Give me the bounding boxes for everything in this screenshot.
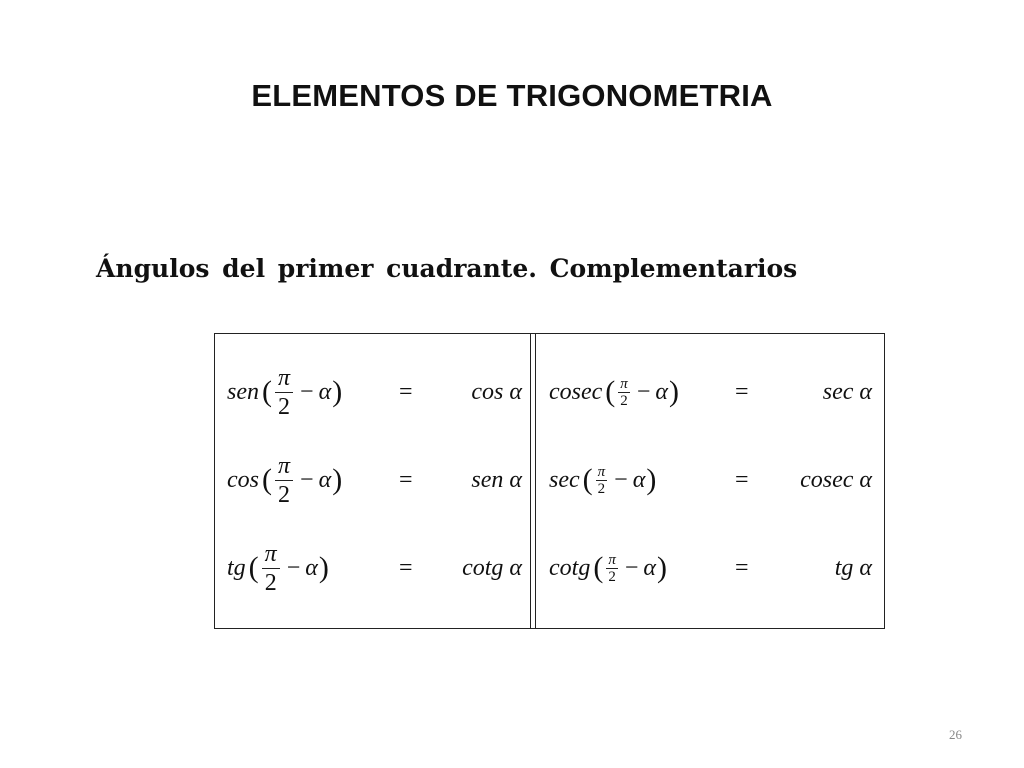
minus-sign: − [624,554,639,581]
equals-sign: = [735,378,749,405]
formula-row [215,440,884,520]
paren-close: ) [332,463,343,496]
formula-lhs [549,528,668,608]
formula-rhs: cos α [471,378,522,405]
paren-close: ) [668,375,679,408]
alpha-symbol: α [632,466,646,493]
equals-sign: = [399,466,413,493]
function-name: sen [227,378,259,405]
fraction-pi-over-2 [606,552,618,585]
formula-lhs [549,440,657,520]
paren-open: ( [582,463,593,496]
alpha-symbol: α [318,378,332,405]
fraction-numerator: π [262,540,280,569]
alpha-symbol: α [643,554,656,581]
section-heading: Ángulos del primer cuadrante. Complementarios [96,254,798,283]
formula-rhs: tg α [834,554,872,581]
page-number: 26 [949,727,962,742]
equals-sign: = [399,378,413,405]
minus-sign: − [300,466,314,493]
function-name: sec [549,466,580,493]
alpha-symbol: α [305,554,318,581]
paren-open: ( [248,551,259,584]
paren-open: ( [593,551,604,584]
slide-title: ELEMENTOS DE TRIGONOMETRIA [251,78,773,113]
fraction-pi-over-2 [262,540,280,597]
function-name: tg [227,554,246,581]
paren-open: ( [262,463,272,496]
minus-sign: − [614,466,628,493]
fraction-numerator: π [275,364,293,393]
formula-rhs: sen α [471,466,522,493]
formula-lhs [227,440,343,520]
fraction-denominator: 2 [264,569,277,596]
fraction-pi-over-2 [275,452,293,509]
formula-lhs [549,352,680,432]
fraction-denominator: 2 [278,393,291,420]
equals-sign: = [735,554,749,581]
paren-close: ) [646,463,657,496]
function-name: cos [227,466,259,493]
paren-close: ) [318,551,329,584]
fraction-numerator: π [608,551,616,568]
fraction-numerator: π [620,375,628,392]
formula-row [215,528,884,608]
paren-open: ( [605,375,616,408]
alpha-symbol: α [655,378,668,405]
formula-rhs: sec α [822,378,872,405]
formula-rhs: cosec α [800,466,872,493]
fraction-denominator: 2 [608,568,616,585]
function-name: cosec [549,378,603,405]
paren-close: ) [657,551,667,584]
fraction-denominator: 2 [278,481,291,508]
fraction-pi-over-2 [275,364,293,421]
paren-close: ) [332,375,343,408]
fraction-pi-over-2 [596,464,608,497]
equals-sign: = [399,554,413,581]
minus-sign: − [286,554,301,581]
fraction-numerator: π [275,452,293,481]
function-name: cotg [549,554,591,581]
paren-open: ( [262,375,272,408]
alpha-symbol: α [318,466,332,493]
minus-sign: − [636,378,651,405]
fraction-denominator: 2 [597,480,606,497]
equals-sign: = [735,466,749,493]
fraction-numerator: π [597,463,606,480]
formula-row [215,352,884,432]
formula-rhs: cotg α [462,554,522,581]
formula-lhs [227,352,343,432]
minus-sign: − [300,378,314,405]
fraction-denominator: 2 [620,392,628,409]
formula-table [214,333,885,629]
formula-lhs [227,528,330,608]
fraction-pi-over-2 [618,376,630,409]
